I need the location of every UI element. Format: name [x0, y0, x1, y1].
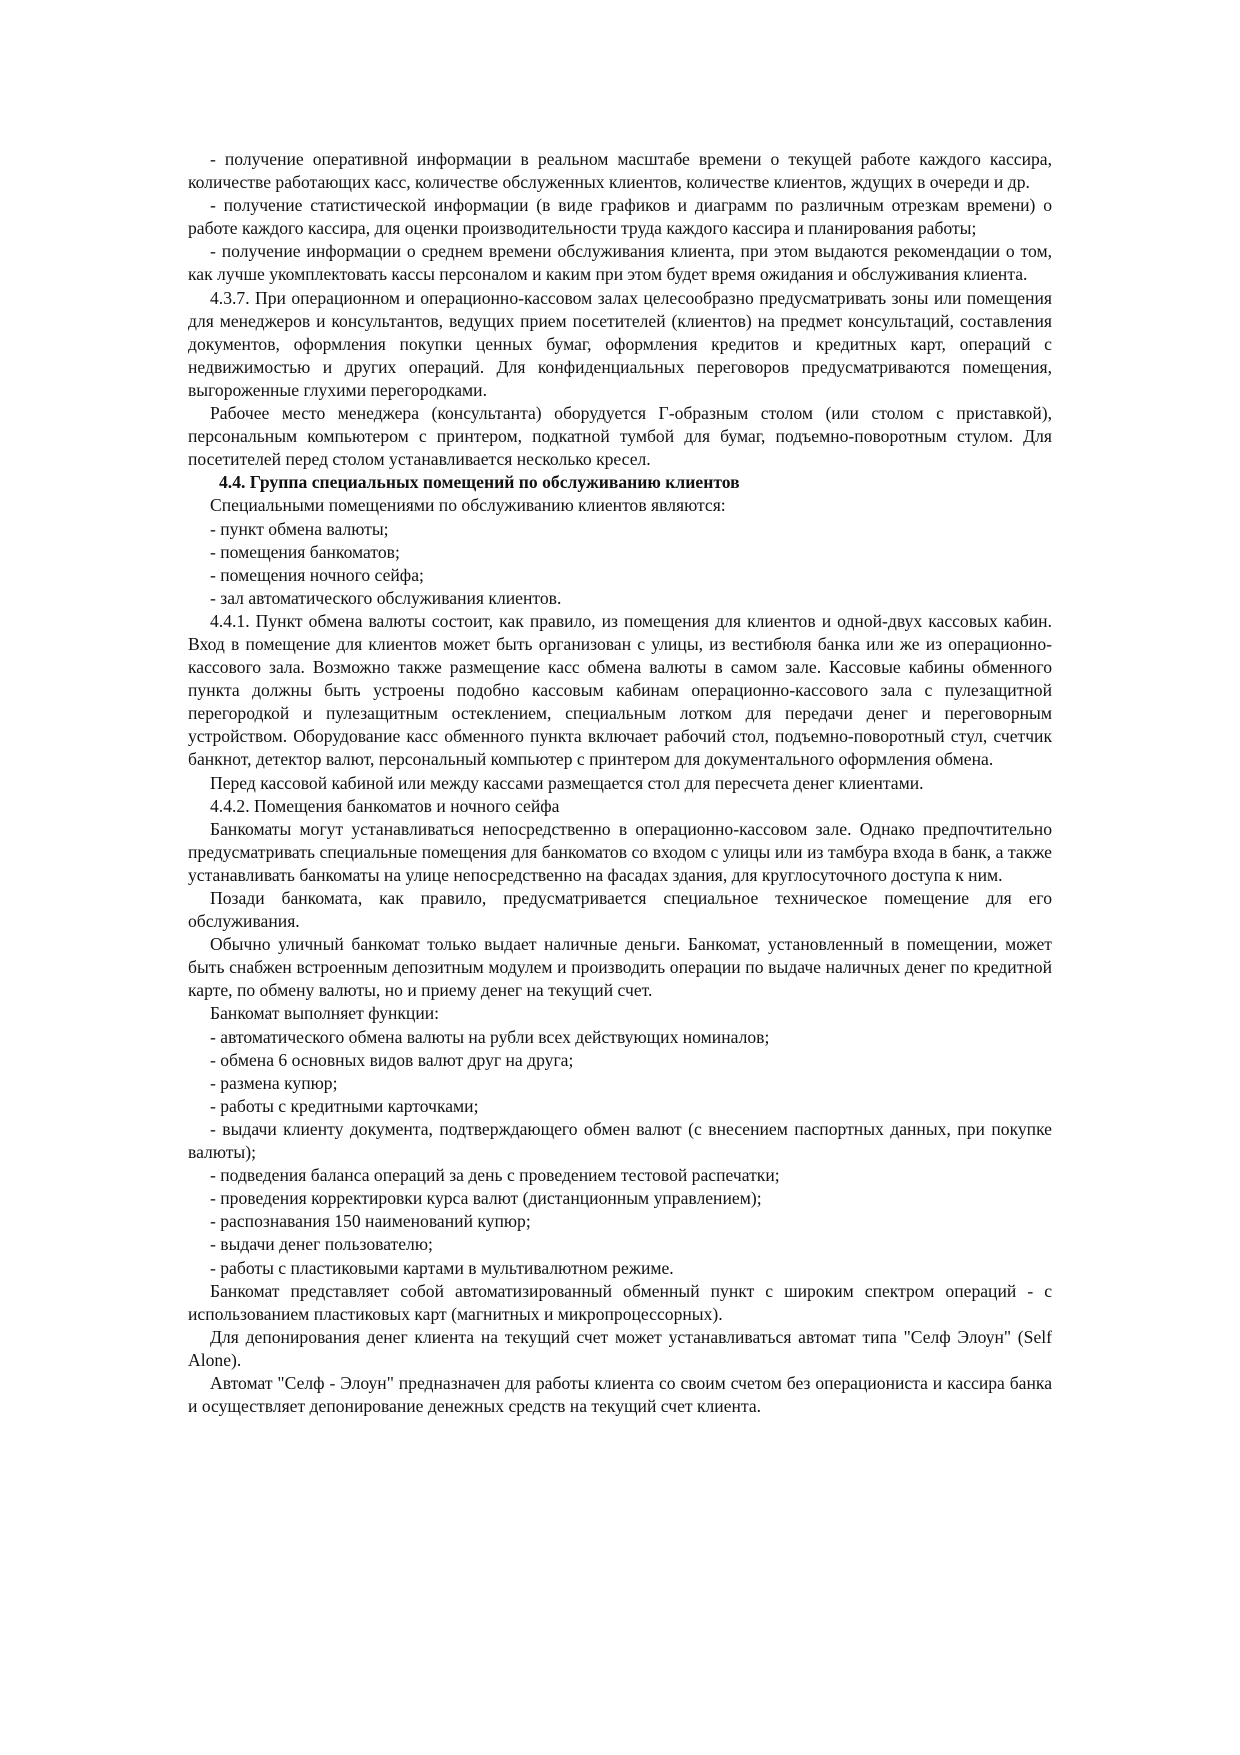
- list-item: - распознавания 150 наименований купюр;: [210, 1211, 531, 1232]
- list-item: - работы с пластиковыми картами в мультивалютном режиме.: [210, 1257, 674, 1278]
- paragraph: - получение статистической информации (в виде графиков и диаграмм по различным отрезкам времени) о работе каждого кассира, для оценки производительности труда каждого кассира и планирования работы;: [188, 195, 1052, 239]
- list-item: - размена купюр;: [210, 1072, 338, 1093]
- paragraph: - получение оперативной информации в реальном масштабе времени о текущей работе каждого кассира, количестве работающих касс, количестве обслуженных клиентов, количестве клиентов, ждущих в очереди и др.: [188, 149, 1052, 193]
- paragraph: Банкомат представляет собой автоматизированный обменный пункт с широким спектром операций - с использованием пластиковых карт (магнитных и микропроцессорных).: [188, 1280, 1052, 1324]
- list-item: - выдачи клиенту документа, подтверждающего обмен валют (с внесением паспортных данных, при покупке валюты);: [188, 1118, 1052, 1163]
- list-item: - автоматического обмена валюты на рубли всех действующих номиналов;: [210, 1026, 770, 1047]
- paragraph: Автомат "Селф - Элоун" предназначен для работы клиента со своим счетом без операциониста и кассира банка и осуществляет депонирование денежных средств на текущий счет клиента.: [188, 1372, 1052, 1417]
- list-item: - обмена 6 основных видов валют друг на друга;: [210, 1049, 574, 1070]
- subsection-title: 4.4.2. Помещения банкоматов и ночного сейфа: [210, 795, 560, 816]
- paragraph: Для депонирования денег клиента на текущий счет может устанавливаться автомат типа "Селф Элоун" (Self Alone).: [188, 1326, 1052, 1370]
- list-item: - подведения баланса операций за день с проведением тестовой распечатки;: [210, 1165, 780, 1186]
- list-item: - проведения корректировки курса валют (дистанционным управлением);: [210, 1188, 762, 1209]
- paragraph: 4.3.7. При операционном и операционно-кассовом залах целесообразно предусматривать зоны или помещения для менеджеров и консультантов, ведущих прием посетителей (клиентов) на предмет консультаций, составления документов, оформления покупки ценных бумаг, оформления кредитов и кредитных карт, операций с недвижимостью и других операций. Для конфиденциальных переговоров предусматриваются помещения, выгороженные глухими перегородками.: [188, 287, 1052, 400]
- list-item: - выдачи денег пользователю;: [210, 1234, 433, 1255]
- list-item: - помещения банкоматов;: [210, 541, 400, 562]
- list-item: - работы с кредитными карточками;: [210, 1095, 479, 1116]
- list-item: - зал автоматического обслуживания клиентов.: [210, 587, 562, 608]
- document-page: [188, 148, 1052, 1418]
- section-heading: 4.4. Группа специальных помещений по обслуживанию клиентов: [219, 472, 740, 493]
- paragraph: Перед кассовой кабиной или между кассами размещается стол для пересчета денег клиентами.: [210, 772, 924, 793]
- paragraph: - получение информации о среднем времени обслуживания клиента, при этом выдаются рекомендации о том, как лучше укомплектовать кассы персоналом и каким при этом будет время ожидания и обслуживания клиента.: [188, 241, 1052, 285]
- paragraph: Банкомат выполняет функции:: [210, 1003, 440, 1024]
- paragraph: Специальными помещениями по обслуживанию клиентов являются:: [210, 495, 726, 516]
- paragraph: Позади банкомата, как правило, предусматривается специальное техническое помещение для его обслуживания.: [188, 888, 1052, 932]
- list-item: - помещения ночного сейфа;: [210, 564, 424, 585]
- paragraph: Банкоматы могут устанавливаться непосредственно в операционно-кассовом зале. Однако предпочтительно предусматривать специальные помещения для банкоматов со входом с улицы или из тамбура входа в банк, а также устанавливать банкоматы на улице непосредственно на фасадах здания, для круглосуточного доступа к ним.: [188, 818, 1052, 885]
- paragraph: Рабочее место менеджера (консультанта) оборудуется Г-образным столом (или столом с приставкой), персональным компьютером с принтером, подкатной тумбой для бумаг, подъемно-поворотным стулом. Для посетителей перед столом устанавливается несколько кресел.: [188, 403, 1052, 470]
- list-item: - пункт обмена валюты;: [210, 518, 389, 539]
- paragraph: Обычно уличный банкомат только выдает наличные деньги. Банкомат, установленный в помещении, может быть снабжен встроенным депозитным модулем и производить операции по выдаче наличных денег по кредитной карте, по обмену валюты, но и приему денег на текущий счет.: [188, 934, 1052, 1001]
- paragraph: 4.4.1. Пункт обмена валюты состоит, как правило, из помещения для клиентов и одной-двух кассовых кабин. Вход в помещение для клиентов может быть организован с улицы, из вестибюля банка или же из операционно-кассового зала. Возможно также размещение касс обмена валюты в самом зале. Кассовые кабины обменного пункта должны быть устроены подобно кассовым кабинам операционно-кассового зала с пулезащитной перегородкой и пулезащитным остеклением, специальным лотком для передачи денег и переговорным устройством. Оборудование касс обменного пункта включает рабочий стол, подъемно-поворотный стул, счетчик банкнот, детектор валют, персональный компьютер с принтером для документального оформления обмена.: [188, 610, 1052, 770]
